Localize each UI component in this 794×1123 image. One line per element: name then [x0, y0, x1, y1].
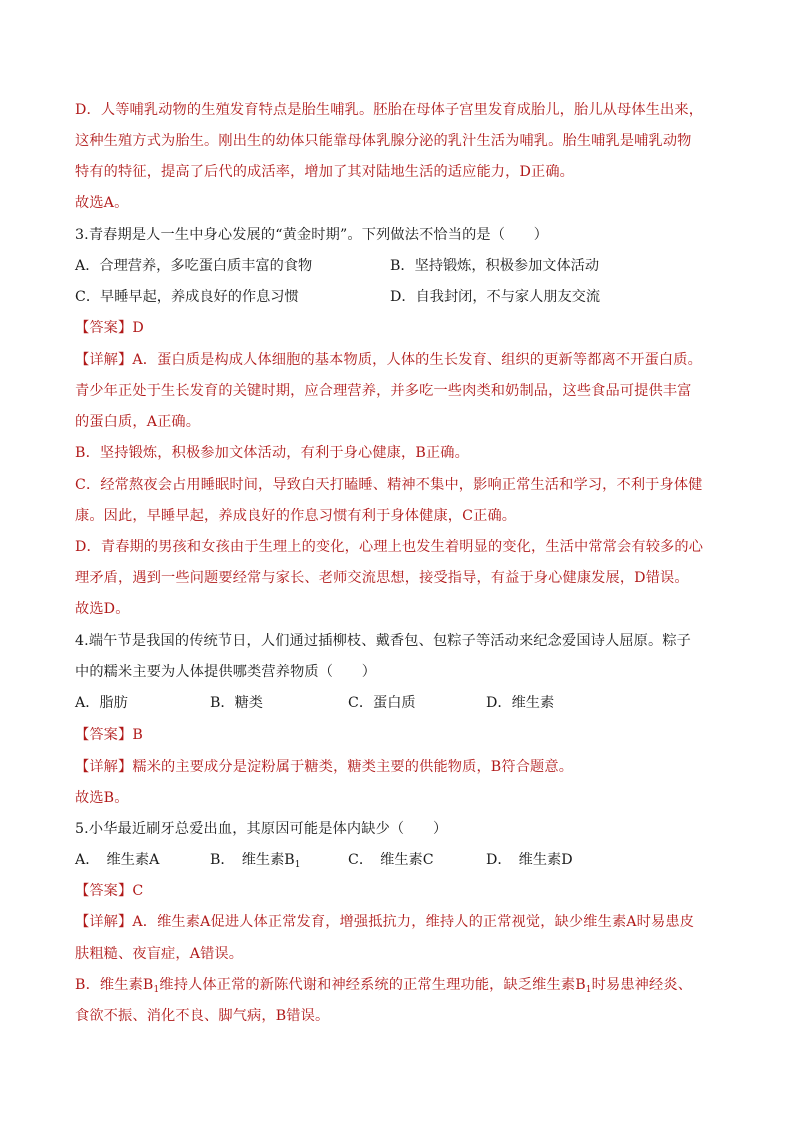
- q5-detail-b-line2: 食欲不振、消化不良、脚气病，B错误。: [75, 1008, 330, 1024]
- q4-stem-line2: 中的糯米主要为人体提供哪类营养物质（ ）: [75, 664, 377, 680]
- q4-detail-text: 糯米的主要成分是淀粉属于糖类，糖类主要的供能物质，B符合题意。: [132, 759, 574, 775]
- q3-answer: [75, 318, 144, 338]
- q2-conclusion: 故选A。: [75, 195, 129, 211]
- q3-detail-d-line2: 理矛盾，遇到一些问题要经常与家长、老师交流思想，接受指导，有益于身心健康发展，D错误。: [75, 570, 689, 586]
- q4-conclusion: 故选B。: [75, 790, 129, 806]
- q4-answer-tag: 【答案】: [75, 727, 133, 743]
- q3-detail-d-line1: D．青春期的男孩和女孩由于生理上的变化，心理上也发生着明显的变化，生活中常常会有较多的心: [75, 539, 704, 555]
- q5-option-b-text: B． 维生素B: [210, 852, 295, 868]
- q5-answer-tag: 【答案】: [75, 883, 133, 899]
- q4-option-b: B．糖类: [210, 695, 263, 711]
- q5-answer-value: C: [132, 883, 144, 899]
- q3-detail-a-line1: [75, 350, 702, 370]
- q3-option-b: B．坚持锻炼，积极参加文体活动: [390, 258, 600, 274]
- q5-option-c: C． 维生素C: [348, 852, 434, 868]
- q3-option-d: D．自我封闭，不与家人朋友交流: [390, 289, 601, 305]
- q3-detail-tag: 【详解】: [75, 352, 133, 368]
- q5-detail-b-subscript-2: 1: [585, 985, 592, 995]
- q3-detail-b-line1: B．坚持锻炼，积极参加文体活动，有利于身心健康，B正确。: [75, 445, 469, 461]
- q5-detail-a-text: A．维生素A促进人体正常发育，增强抵抗力，维持人的正常视觉，缺少维生素A时易患皮: [132, 914, 695, 930]
- q3-answer-tag: 【答案】: [75, 320, 133, 336]
- q4-option-a: A．脂肪: [75, 695, 128, 711]
- q5-option-b-subscript: 1: [294, 860, 301, 870]
- q3-answer-value: D: [132, 320, 144, 336]
- q5-option-d: D． 维生素D: [486, 852, 573, 868]
- q5-detail-b-subscript: 1: [153, 985, 160, 995]
- q3-option-c: C．早睡早起，养成良好的作息习惯: [75, 289, 299, 305]
- q4-option-d: D．维生素: [486, 695, 555, 711]
- q3-stem: 3.青春期是人一生中身心发展的“黄金时期”。下列做法不恰当的是（ ）: [75, 227, 549, 243]
- q4-answer: [75, 725, 143, 745]
- q2-option-d-explanation-line3: 特有的特征，提高了后代的成活率，增加了其对陆地生活的适应能力，D正确。: [75, 164, 575, 180]
- q5-detail-b-pre: B．维生素B: [75, 977, 154, 993]
- q2-option-d-explanation-line2: 这种生殖方式为胎生。刚出生的幼体只能靠母体乳腺分泌的乳汁生活为哺乳。胎生哺乳是哺乳动物: [75, 133, 692, 149]
- q5-detail-b-mid: 维持人体正常的新陈代谢和神经系统的正常生理功能，缺乏维生素B: [159, 977, 586, 993]
- q5-option-b: [210, 850, 300, 875]
- q5-detail-tag: 【详解】: [75, 914, 133, 930]
- q5-detail-a-line2: 肤粗糙、夜盲症，A错误。: [75, 946, 244, 962]
- q2-option-d-explanation-line1: D．人等哺乳动物的生殖发育特点是胎生哺乳。胚胎在母体子宫里发育成胎儿，胎儿从母体生出来，: [75, 102, 704, 118]
- q3-option-a: A．合理营养，多吃蛋白质丰富的食物: [75, 258, 313, 274]
- q3-conclusion: 故选D。: [75, 601, 130, 617]
- q5-detail-b-line1: [75, 975, 692, 1000]
- q5-answer: [75, 881, 143, 901]
- q5-detail-a-line1: [75, 912, 694, 932]
- q4-answer-value: B: [132, 727, 143, 743]
- q4-stem-line1: 4.端午节是我国的传统节日，人们通过插柳枝、戴香包、包粽子等活动来纪念爱国诗人屈原。粽子: [75, 633, 692, 649]
- q4-option-c: C．蛋白质: [348, 695, 416, 711]
- q3-detail-c-line2: 康。因此，早睡早起，养成良好的作息习惯有利于身体健康，C正确。: [75, 508, 517, 524]
- q3-detail-a-line3: 的蛋白质，A正确。: [75, 414, 201, 430]
- q3-detail-a-line2: 青少年正处于生长发育的关键时期，应合理营养，并多吃一些肉类和奶制品，这些食品可提供丰富: [75, 383, 692, 399]
- q5-detail-b-post: 时易患神经炎、: [591, 977, 693, 993]
- q5-option-a: A． 维生素A: [75, 852, 160, 868]
- q4-detail-tag: 【详解】: [75, 759, 133, 775]
- q4-detail: [75, 757, 573, 777]
- q5-stem: 5.小华最近刷牙总爱出血，其原因可能是体内缺少（ ）: [75, 821, 448, 837]
- q3-detail-c-line1: C．经常熬夜会占用睡眠时间，导致白天打瞌睡、精神不集中，影响正常生活和学习，不利于身体健: [75, 477, 703, 493]
- q3-detail-a-text: A．蛋白质是构成人体细胞的基本物质，人体的生长发育、组织的更新等都离不开蛋白质。: [132, 352, 702, 368]
